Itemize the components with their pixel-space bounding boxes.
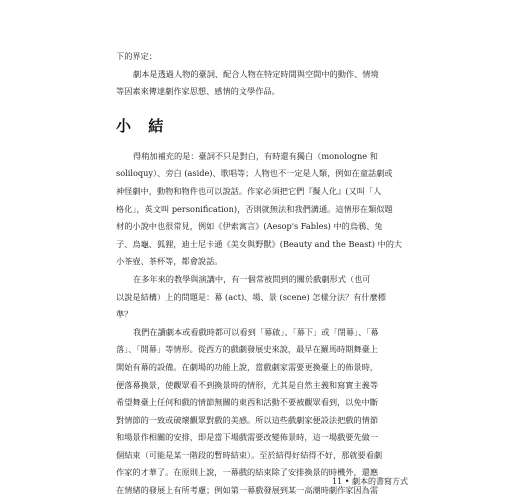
footer-separator: •	[344, 477, 350, 486]
paragraph-line: 在情緒的發展上有所考慮；例如第一幕戲發展到某一高潮時劇作家因為需	[116, 485, 379, 496]
paragraph-line: 對情節的一致或破壞觀眾對戲的美感。所以這些戲劇家便設法把戲的情節	[116, 414, 379, 425]
definition-paragraph	[116, 66, 412, 101]
paragraph-line: 以說是結構）上的問題是：幕 (act)、場、景 (scene) 怎樣分法？有什麼標	[116, 291, 386, 302]
paragraph-line: 準？	[116, 309, 133, 320]
definition-line: 劇本是透過人物的臺詞、配合人物在特定時間與空間中的動作、情境	[133, 68, 379, 79]
paragraph-line: 材的小說中也很常見，例如《伊索寓言》(Aesop's Fables) 中的烏鴉、兔	[116, 221, 383, 232]
paragraph-line: 小茶壺、茶杯等，都會說話。	[116, 256, 223, 267]
paragraph-line: 和場景作相關的安排，即是當下場戲需要改變佈景時，這一場戲要先做一	[116, 432, 379, 443]
section-heading: 小 結	[116, 116, 170, 135]
paragraph-line: 開始有幕的設備。在劇場的功能上說，當戲劇家需要更換臺上的佈景時，	[116, 361, 379, 372]
paragraph-line: 在多年來的教學與演講中，有一個常被問到的關於戲劇形式（也可	[133, 273, 371, 284]
paragraph-line: 子、烏龜、狐狸，迪士尼卡通《美女與野獸》(Beauty and the Beast) 中的大	[116, 238, 403, 249]
page-footer	[332, 476, 408, 487]
definition-line: 等因素來傳達劇作家思想、感情的文學作品。	[116, 86, 280, 97]
paragraph-line: 便落幕換景，使觀眾看不到換景時的情形，尤其是自然主義和寫實主義等	[116, 379, 379, 390]
paragraph-line: soliloquy）、旁白 (aside)、歌唱等；人物也不一定是人類，例如在童話劇或	[116, 168, 393, 179]
page-content	[116, 48, 412, 500]
paragraph-line: 格化」，英文叫 personification)，否則就無法和我們溝通。這情形在類似題	[116, 203, 393, 214]
paragraph-line: 作家的才華了。在原則上說，一幕戲的結束除了安排換景的時機外，還應	[116, 467, 379, 478]
body-paragraph-3	[116, 324, 412, 500]
definition-intro: 下的界定：	[116, 51, 157, 61]
running-title: 劇本的書寫方式	[352, 477, 408, 486]
paragraph-line: 神怪劇中，動物和物件也可以說話。作家必須把它們『擬人化』(又叫「人	[116, 185, 382, 196]
paragraph-line: 希望舞臺上任何和戲的情節無關的東西和活動不要被觀眾看到，以免中斷	[116, 397, 379, 408]
paragraph-line: 落」、「開幕」等情形。從西方的戲劇發展史來說，最早在羅馬時期舞臺上	[116, 344, 378, 355]
paragraph-line: 我們在讀劇本或看戲時都可以看到「幕啟」、「幕下」或「閉幕」、「幕	[133, 326, 379, 337]
body-paragraph-1	[116, 148, 412, 271]
paragraph-line: 得稍加補充的是：臺詞不只是對白，有時還有獨白（monologne 和	[133, 150, 378, 161]
page-number: 11	[332, 477, 343, 486]
body-paragraph-2	[116, 271, 412, 324]
paragraph-line: 個結束（可能是某一階段的暫時結束）。至於結得好結得不好，那就要看劇	[116, 449, 383, 460]
